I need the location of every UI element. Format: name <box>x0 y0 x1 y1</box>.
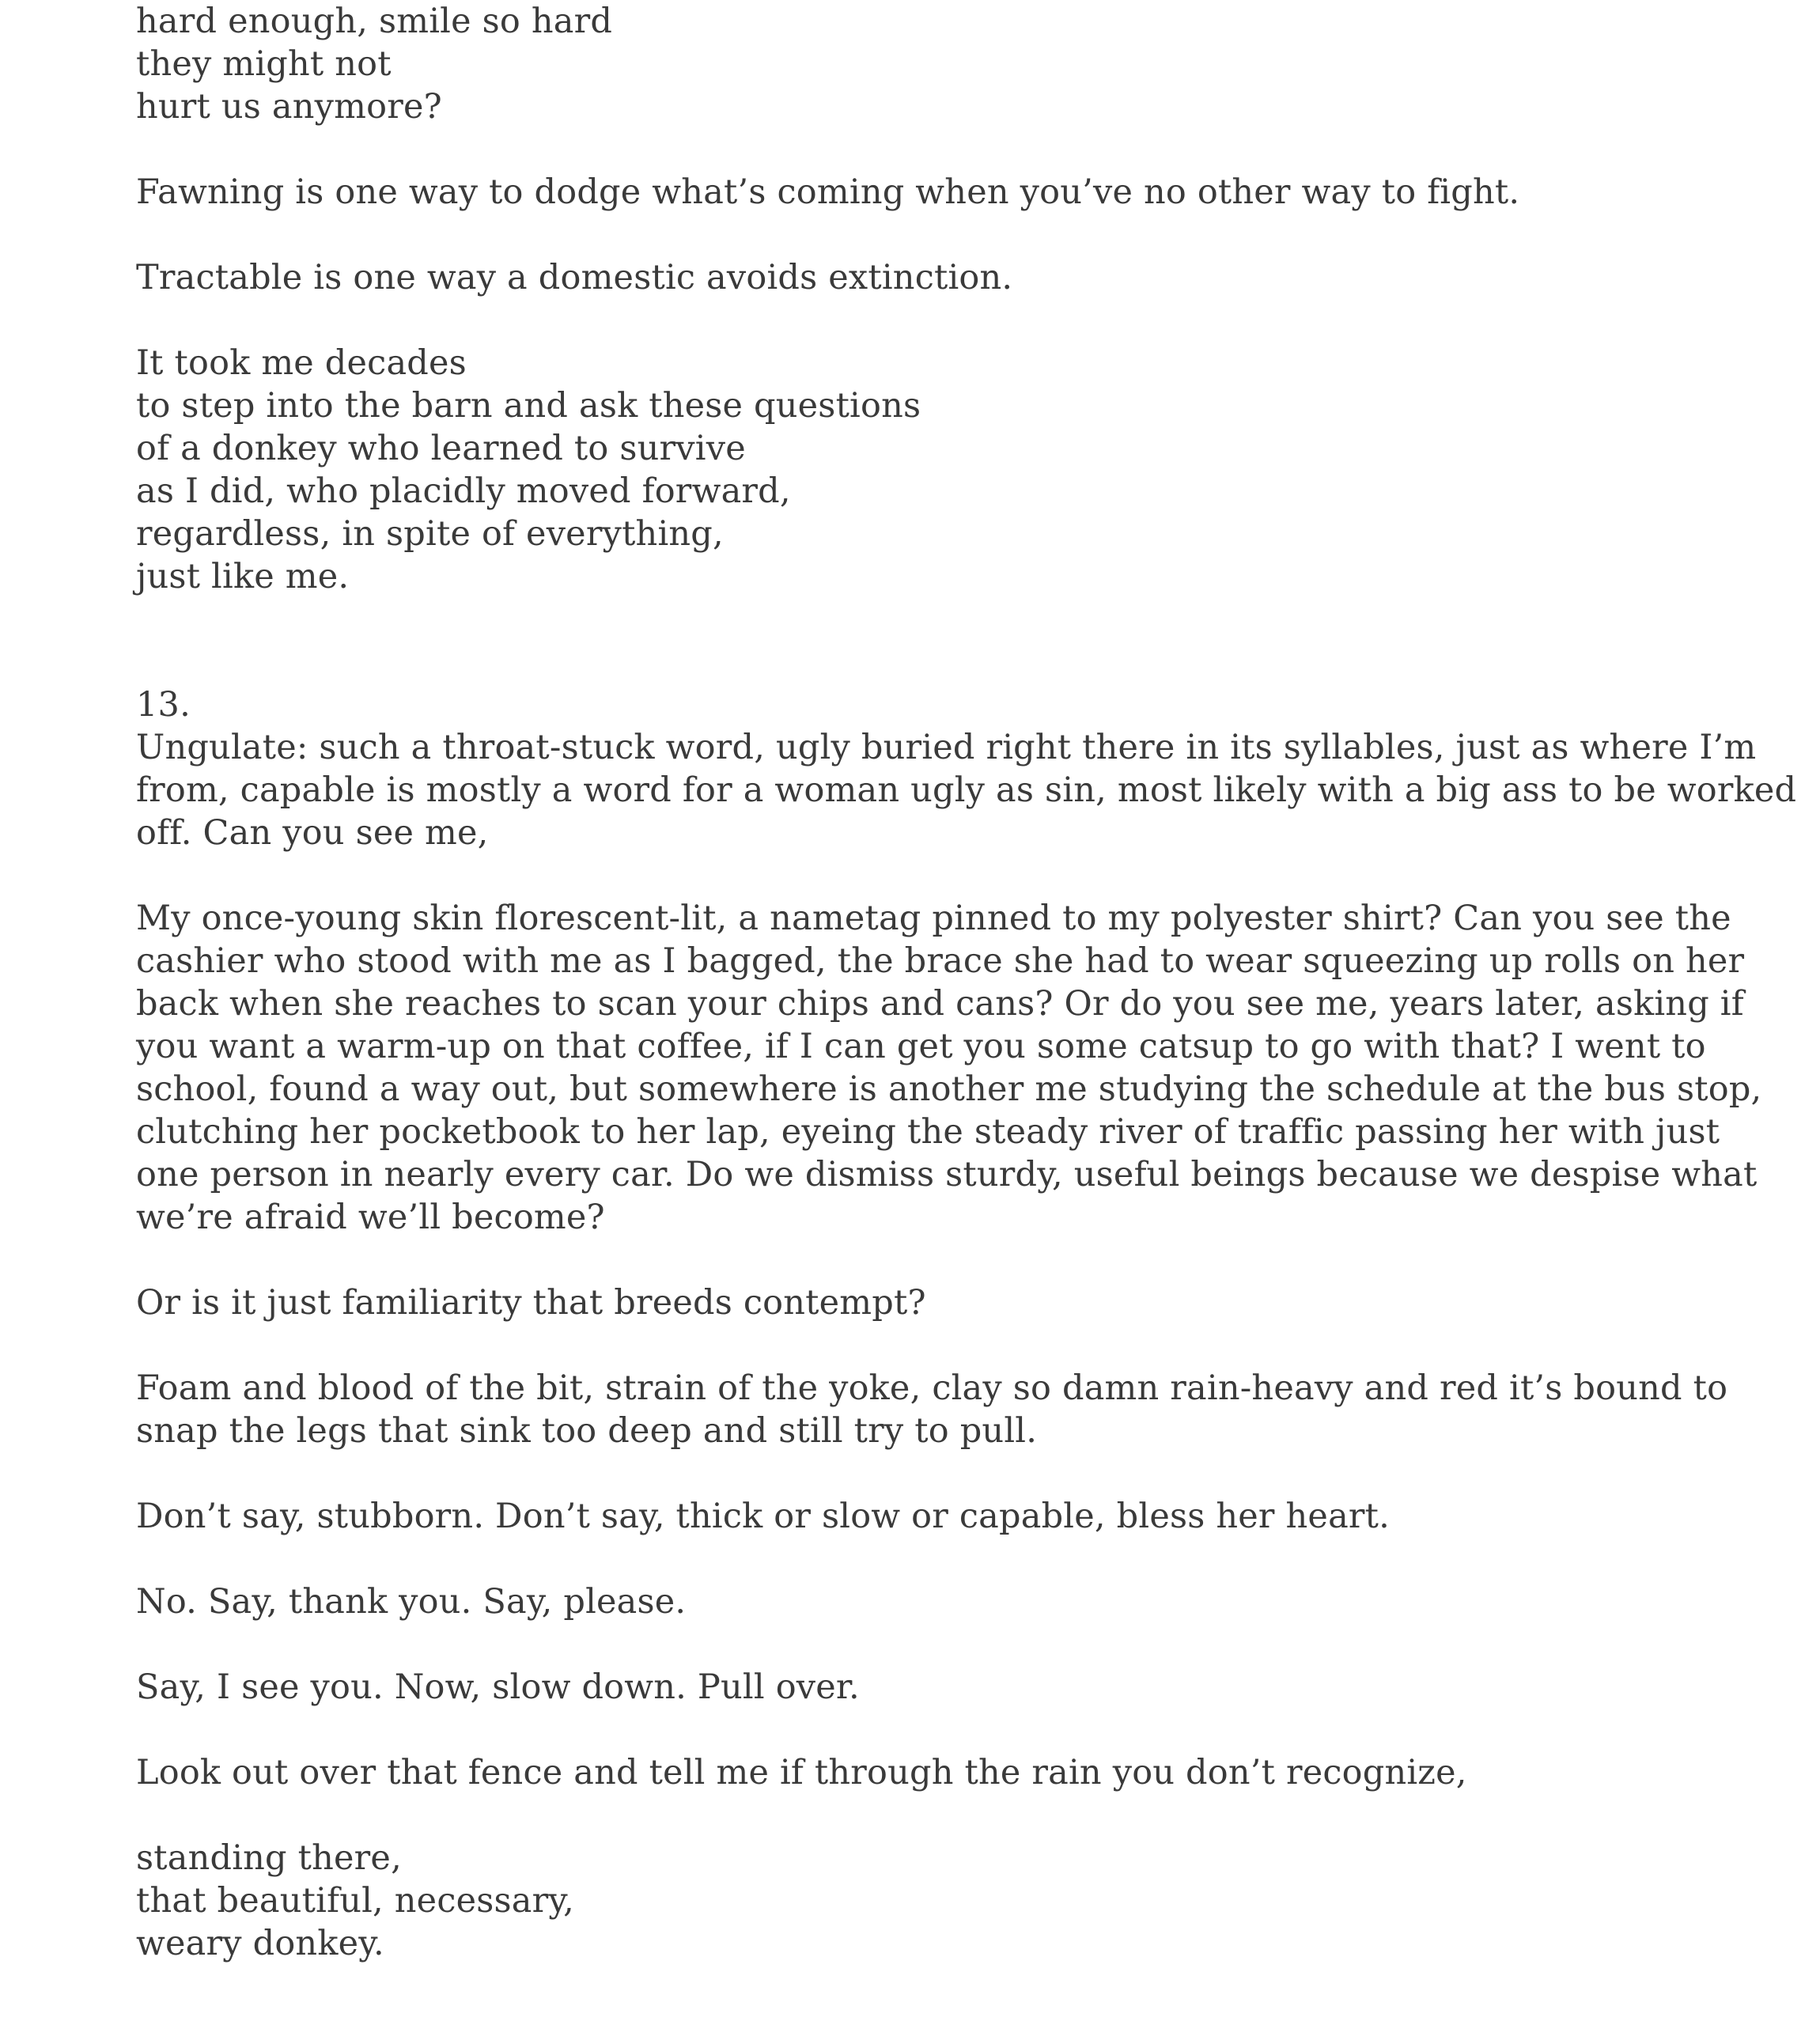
stanza-break <box>136 1239 1702 1281</box>
paragraph-foam <box>136 1367 1728 1452</box>
section-number: 13. <box>136 685 191 725</box>
section-break <box>136 598 1702 683</box>
stanza-break <box>136 1324 1702 1367</box>
text-line: to step into the barn and ask these questions <box>136 386 921 426</box>
text-line: we’re afraid we’ll become? <box>136 1198 605 1237</box>
text-line: one person in nearly every car. Do we dismiss sturdy, useful beings because we despise what <box>136 1155 1758 1194</box>
text-line: clutching her pocketbook to her lap, eyeing the steady river of traffic passing her with just <box>136 1112 1720 1152</box>
text-line: snap the legs that sink too deep and still try to pull. <box>136 1411 1038 1451</box>
stanza-break <box>136 1623 1702 1666</box>
line-dont-say: Don’t say, stubborn. Don’t say, thick or slow or capable, bless her heart. <box>136 1497 1391 1536</box>
text-line: weary donkey. <box>136 1924 384 1963</box>
text-line: It took me decades <box>136 343 467 383</box>
stanza-decades <box>136 342 1702 598</box>
stanza-break <box>136 1709 1702 1751</box>
text-line: school, found a way out, but somewhere is another me studying the schedule at the bus stop, <box>136 1069 1762 1109</box>
text-line: from, capable is mostly a word for a woman ugly as sin, most likely with a big ass to be worked <box>136 770 1797 810</box>
text-line: back when she reaches to scan your chips and cans? Or do you see me, years later, asking if <box>136 984 1744 1024</box>
text-line: just like me. <box>136 557 350 596</box>
paragraph-ungulate <box>136 726 1797 854</box>
stanza-final <box>136 1837 1702 1965</box>
line-no-say: No. Say, thank you. Say, please. <box>136 1582 687 1622</box>
stanza-break <box>136 1452 1702 1495</box>
text-line: cashier who stood with me as I bagged, the brace she had to wear squeezing up rolls on her <box>136 941 1745 981</box>
stanza-break <box>136 854 1702 897</box>
paragraph-skin <box>136 897 1762 1239</box>
text-line: that beautiful, necessary, <box>136 1881 575 1921</box>
text-line: Foam and blood of the bit, strain of the yoke, clay so damn rain-heavy and red it’s bound to <box>136 1368 1728 1408</box>
text-line: regardless, in spite of everything, <box>136 514 724 554</box>
stanza-intro <box>136 0 1702 128</box>
text-line: you want a warm-up on that coffee, if I can get you some catsup to go with that? I went to <box>136 1027 1706 1066</box>
line-look-out: Look out over that fence and tell me if through the rain you don’t recognize, <box>136 1753 1467 1792</box>
line-see-you: Say, I see you. Now, slow down. Pull over. <box>136 1667 860 1707</box>
line-familiarity: Or is it just familiarity that breeds contempt? <box>136 1283 926 1323</box>
text-line: off. Can you see me, <box>136 813 489 853</box>
stanza-break <box>136 1794 1702 1837</box>
text-line: of a donkey who learned to survive <box>136 429 746 468</box>
text-line: as I did, who placidly moved forward, <box>136 471 791 511</box>
text-line: Ungulate: such a throat-stuck word, ugly buried right there in its syllables, just as where I’m <box>136 728 1757 767</box>
text-line: My once-young skin florescent-lit, a nametag pinned to my polyester shirt? Can you see the <box>136 899 1731 938</box>
line-fawning: Fawning is one way to dodge what’s coming when you’ve no other way to fight. <box>136 172 1520 212</box>
stanza-break <box>136 214 1702 256</box>
text-line: hurt us anymore? <box>136 87 442 127</box>
document-page <box>136 0 1797 1965</box>
text-line: standing there, <box>136 1838 402 1878</box>
stanza-break <box>136 299 1702 342</box>
text-line: they might not <box>136 44 392 84</box>
text-line: hard enough, smile so hard <box>136 2 613 41</box>
stanza-break <box>136 1538 1702 1580</box>
stanza-break <box>136 128 1702 171</box>
line-tractable: Tractable is one way a domestic avoids extinction. <box>136 258 1013 297</box>
